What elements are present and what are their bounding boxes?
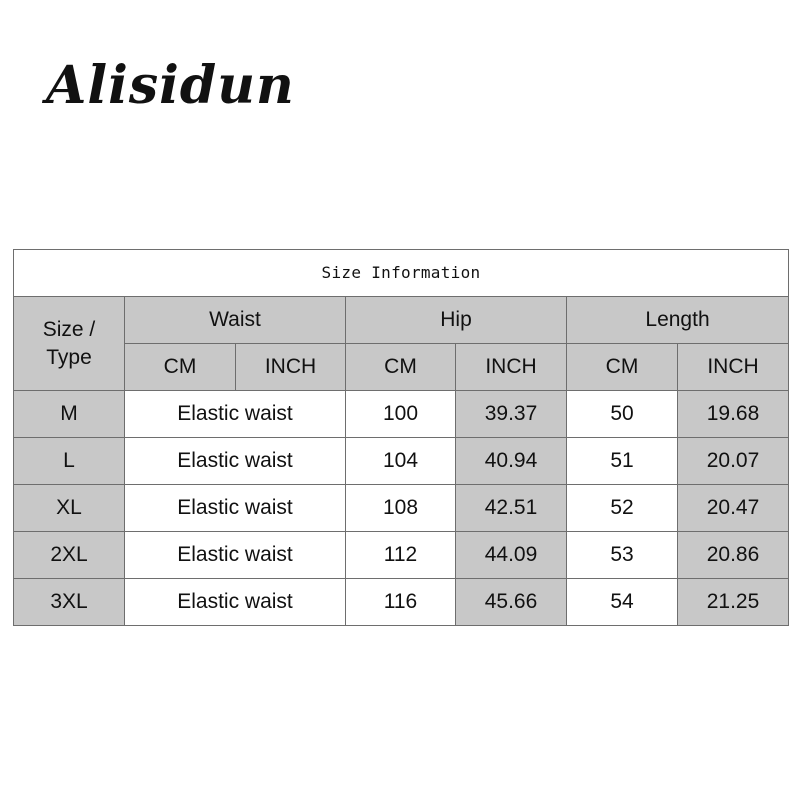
table-row [14, 438, 789, 485]
hip-cm-cell: 100 [346, 391, 456, 438]
hip-inch-cell: 39.37 [456, 391, 567, 438]
length-inch-cell: 20.47 [678, 485, 789, 532]
hip-cm-cell: 104 [346, 438, 456, 485]
size-cell: 3XL [14, 579, 125, 626]
hip-inch-cell: 40.94 [456, 438, 567, 485]
size-cell: XL [14, 485, 125, 532]
hip-cm-header: CM [346, 344, 456, 391]
length-cm-cell: 50 [567, 391, 678, 438]
length-inch-header: INCH [678, 344, 789, 391]
hip-cm-cell: 116 [346, 579, 456, 626]
waist-group-header: Waist [125, 297, 346, 344]
length-inch-cell: 20.86 [678, 532, 789, 579]
table-row [14, 579, 789, 626]
length-cm-cell: 52 [567, 485, 678, 532]
length-group-header: Length [567, 297, 789, 344]
length-cm-header: CM [567, 344, 678, 391]
hip-inch-cell: 44.09 [456, 532, 567, 579]
brand-logo: Alisidun [46, 55, 295, 116]
length-inch-cell: 19.68 [678, 391, 789, 438]
waist-cell: Elastic waist [125, 485, 346, 532]
length-cm-cell: 54 [567, 579, 678, 626]
hip-inch-header: INCH [456, 344, 567, 391]
waist-cell: Elastic waist [125, 391, 346, 438]
table-row [14, 532, 789, 579]
waist-cm-header: CM [125, 344, 236, 391]
waist-cell: Elastic waist [125, 438, 346, 485]
size-cell: L [14, 438, 125, 485]
length-cm-cell: 51 [567, 438, 678, 485]
table-row [14, 485, 789, 532]
table-title: Size Information [14, 250, 789, 297]
waist-cell: Elastic waist [125, 532, 346, 579]
size-cell: M [14, 391, 125, 438]
table-row [14, 391, 789, 438]
hip-inch-cell: 42.51 [456, 485, 567, 532]
length-inch-cell: 20.07 [678, 438, 789, 485]
size-type-header: Size / Type [14, 297, 125, 391]
hip-inch-cell: 45.66 [456, 579, 567, 626]
hip-cm-cell: 108 [346, 485, 456, 532]
hip-cm-cell: 112 [346, 532, 456, 579]
length-cm-cell: 53 [567, 532, 678, 579]
waist-cell: Elastic waist [125, 579, 346, 626]
waist-inch-header: INCH [236, 344, 346, 391]
size-cell: 2XL [14, 532, 125, 579]
size-table [13, 249, 789, 626]
hip-group-header: Hip [346, 297, 567, 344]
length-inch-cell: 21.25 [678, 579, 789, 626]
